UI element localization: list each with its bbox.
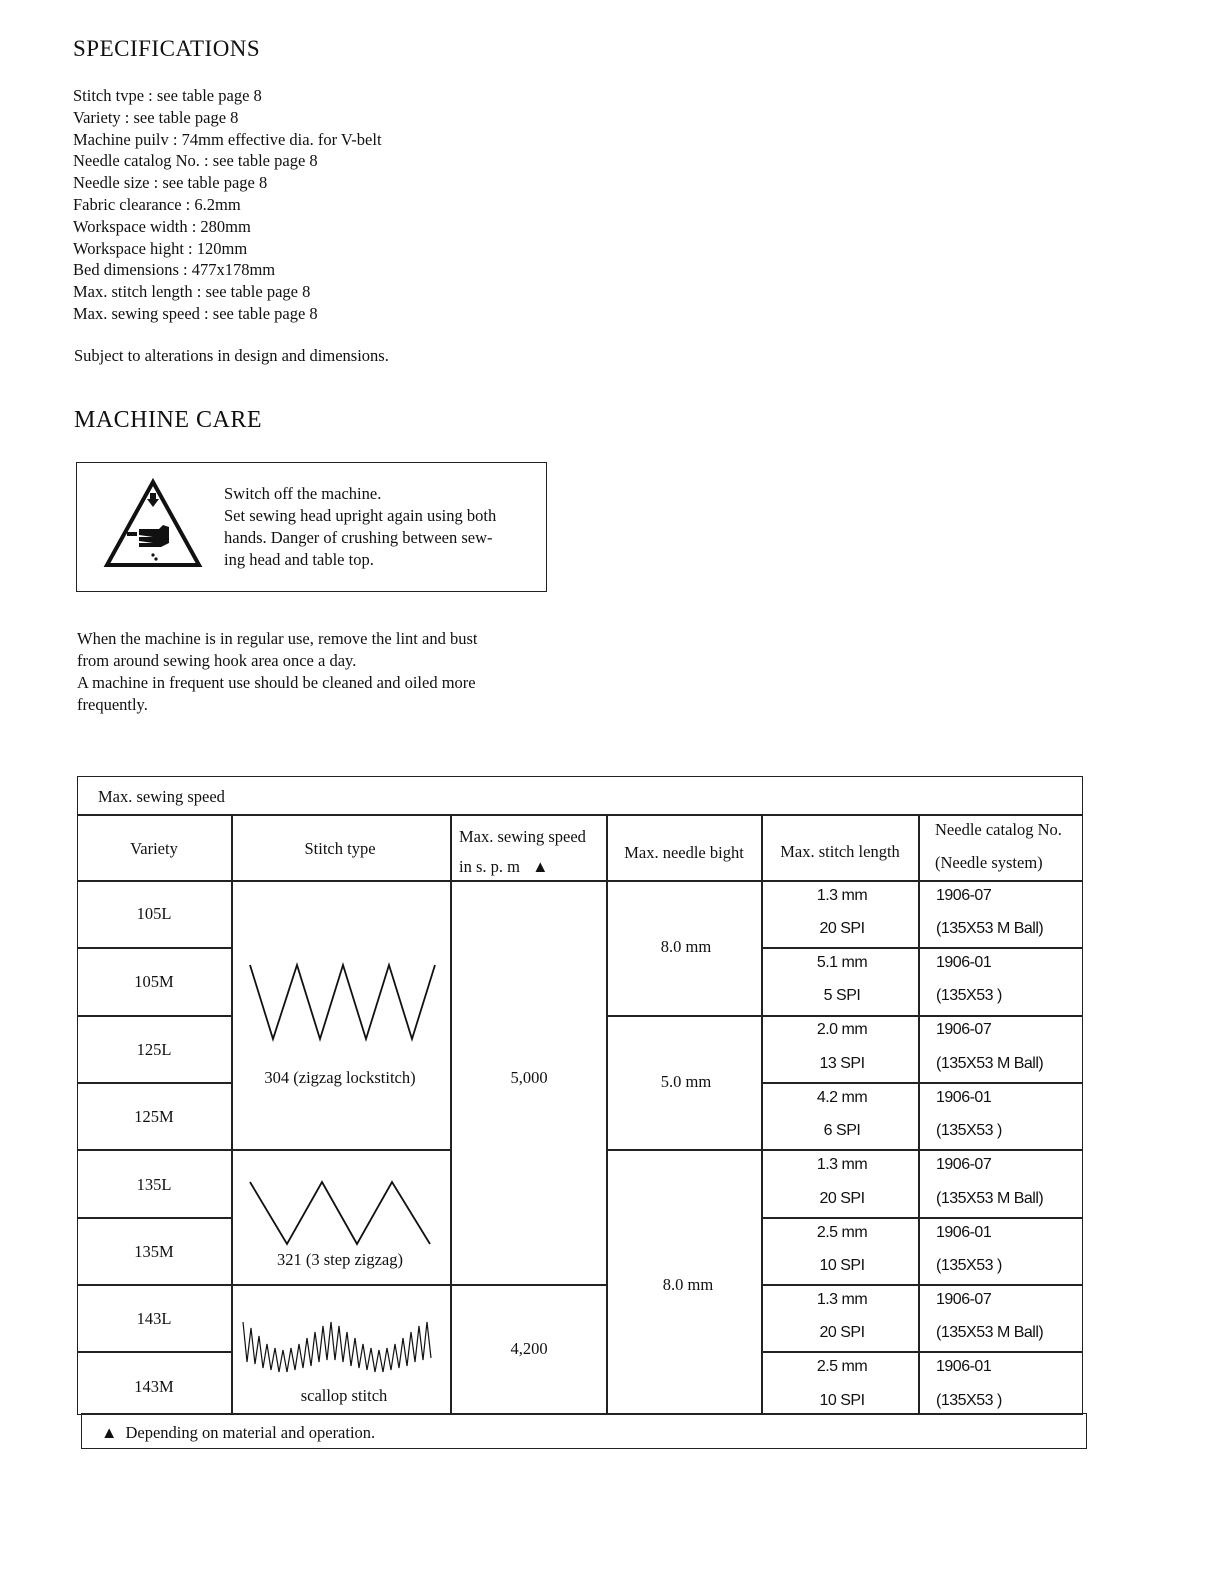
spec-item: Stitch tvpe : see table page 8 bbox=[73, 86, 262, 105]
sewing-speed-table bbox=[77, 776, 1083, 1449]
needle-system: (135X53 ) bbox=[936, 1392, 1002, 1409]
care-paragraph bbox=[77, 628, 477, 716]
needle-catalog-no: 1906-07 bbox=[936, 1156, 992, 1173]
needle-catalog-no: 1906-01 bbox=[936, 1224, 992, 1241]
variety-cell: 143M bbox=[134, 1377, 174, 1396]
variety-cell: 125M bbox=[134, 1107, 174, 1126]
needle-catalog-no: 1906-07 bbox=[936, 887, 992, 904]
alterations-note: Subject to alterations in design and dimensions. bbox=[74, 346, 389, 365]
care-line: When the machine is in regular use, remove the lint and bust bbox=[77, 629, 478, 648]
stitch-type-scallop: scallop stitch bbox=[300, 1386, 388, 1405]
needle-system: (135X53 M Ball) bbox=[936, 1190, 1044, 1207]
needle-system: (135X53 ) bbox=[936, 1122, 1002, 1139]
care-line: A machine in frequent use should be cleaned and oiled more bbox=[77, 673, 476, 692]
stitch-length-spi: 13 SPI bbox=[819, 1055, 865, 1072]
speed-value: 5,000 bbox=[510, 1068, 548, 1087]
care-line: frequently. bbox=[77, 695, 148, 714]
variety-cell: 135M bbox=[134, 1242, 174, 1261]
stitch-length-mm: 2.0 mm bbox=[816, 1021, 868, 1038]
stitch-length-spi: 5 SPI bbox=[823, 987, 861, 1004]
scallop-stitch-icon bbox=[237, 1314, 442, 1374]
stitch-length-mm: 5.1 mm bbox=[816, 954, 868, 971]
stitch-length-spi: 20 SPI bbox=[819, 1324, 865, 1341]
spec-item: Max. sewing speed : see table page 8 bbox=[73, 303, 318, 323]
needle-catalog-no: 1906-01 bbox=[936, 954, 992, 971]
stitch-length-mm: 1.3 mm bbox=[816, 1291, 868, 1308]
spec-item: Needle size : see table page 8 bbox=[73, 173, 268, 193]
header-speed: Max. sewing speed bbox=[459, 827, 586, 846]
table-title-row bbox=[77, 776, 1083, 816]
stitch-length-mm: 4.2 mm bbox=[816, 1089, 868, 1106]
spec-item: Variety : see table page 8 bbox=[73, 107, 239, 127]
stitch-length-spi: 10 SPI bbox=[819, 1392, 865, 1409]
header-stitch-length: Max. stitch length bbox=[780, 842, 900, 861]
header-stitch-type: Stitch type bbox=[304, 839, 376, 858]
stitch-type-step: 321 (3 step zigzag) bbox=[277, 1250, 403, 1269]
speed-value: 4,200 bbox=[510, 1339, 548, 1358]
stitch-length-mm: 1.3 mm bbox=[816, 1156, 868, 1173]
variety-cell: 143L bbox=[136, 1309, 172, 1328]
spec-item: Machine puilv : 74mm effective dia. for V-belt bbox=[73, 129, 382, 149]
warning-line: hands. Danger of crushing between sew- bbox=[224, 528, 493, 547]
triangle-icon: ▲ bbox=[532, 857, 549, 876]
zigzag-stitch-icon bbox=[242, 959, 442, 1045]
spec-item: Workspace width : 280mm bbox=[73, 216, 251, 236]
needle-system: (135X53 ) bbox=[936, 1257, 1002, 1274]
spec-item: Bed dimensions : 477x178mm bbox=[73, 260, 276, 280]
stitch-length-spi: 20 SPI bbox=[819, 920, 865, 937]
specifications-title: SPECIFICATIONS bbox=[73, 36, 261, 61]
needle-catalog-no: 1906-01 bbox=[936, 1089, 992, 1106]
variety-cell: 135L bbox=[136, 1175, 172, 1194]
needle-system: (135X53 M Ball) bbox=[936, 920, 1044, 937]
warning-box bbox=[76, 462, 547, 592]
care-line: from around sewing hook area once a day. bbox=[77, 651, 357, 670]
stitch-length-mm: 2.5 mm bbox=[816, 1224, 868, 1241]
header-speed-unit bbox=[459, 857, 548, 877]
triangle-icon: ▲ bbox=[101, 1423, 118, 1442]
header-variety: Variety bbox=[130, 839, 178, 858]
warning-line: Set sewing head upright again using both bbox=[224, 506, 497, 525]
needle-bight-value: 8.0 mm bbox=[662, 1275, 714, 1294]
needle-catalog-no: 1906-07 bbox=[936, 1021, 992, 1038]
stitch-length-spi: 6 SPI bbox=[823, 1122, 861, 1139]
header-system: (Needle system) bbox=[935, 853, 1043, 872]
stitch-type-zigzag: 304 (zigzag lockstitch) bbox=[264, 1068, 416, 1087]
variety-cell: 125L bbox=[136, 1040, 172, 1059]
hand-crush-warning-icon bbox=[103, 477, 203, 569]
spec-item: Workspace hight : 120mm bbox=[73, 238, 248, 258]
table-title: Max. sewing speed bbox=[98, 787, 225, 806]
machine-care-title: MACHINE CARE bbox=[74, 407, 263, 433]
needle-catalog-no: 1906-07 bbox=[936, 1291, 992, 1308]
needle-bight-value: 8.0 mm bbox=[660, 937, 712, 956]
variety-cell: 105L bbox=[136, 904, 172, 923]
stitch-length-mm: 1.3 mm bbox=[816, 887, 868, 904]
warning-line: ing head and table top. bbox=[224, 550, 374, 569]
needle-system: (135X53 M Ball) bbox=[936, 1055, 1044, 1072]
needle-system: (135X53 ) bbox=[936, 987, 1002, 1004]
warning-line: Switch off the machine. bbox=[224, 484, 382, 503]
header-speed-unit-text: in s. p. m bbox=[459, 857, 520, 876]
spec-item: Needle catalog No. : see table page 8 bbox=[73, 151, 318, 171]
header-needle-bight: Max. needle bight bbox=[624, 843, 744, 862]
three-step-zigzag-icon bbox=[242, 1176, 442, 1248]
stitch-length-mm: 2.5 mm bbox=[816, 1358, 868, 1375]
stitch-length-spi: 10 SPI bbox=[819, 1257, 865, 1274]
footnote-text: Depending on material and operation. bbox=[125, 1423, 376, 1442]
table-footnote bbox=[101, 1423, 375, 1443]
needle-system: (135X53 M Ball) bbox=[936, 1324, 1044, 1341]
stitch-length-spi: 20 SPI bbox=[819, 1190, 865, 1207]
spec-item: Fabric clearance : 6.2mm bbox=[73, 194, 241, 214]
variety-cell: 105M bbox=[134, 972, 174, 991]
needle-bight-value: 5.0 mm bbox=[660, 1072, 712, 1091]
specifications-list bbox=[73, 85, 382, 325]
needle-catalog-no: 1906-01 bbox=[936, 1358, 992, 1375]
warning-text bbox=[224, 483, 496, 571]
header-catalog: Needle catalog No. bbox=[935, 820, 1062, 839]
spec-item: Max. stitch length : see table page 8 bbox=[73, 282, 311, 302]
table-body-frame bbox=[77, 814, 1083, 1415]
